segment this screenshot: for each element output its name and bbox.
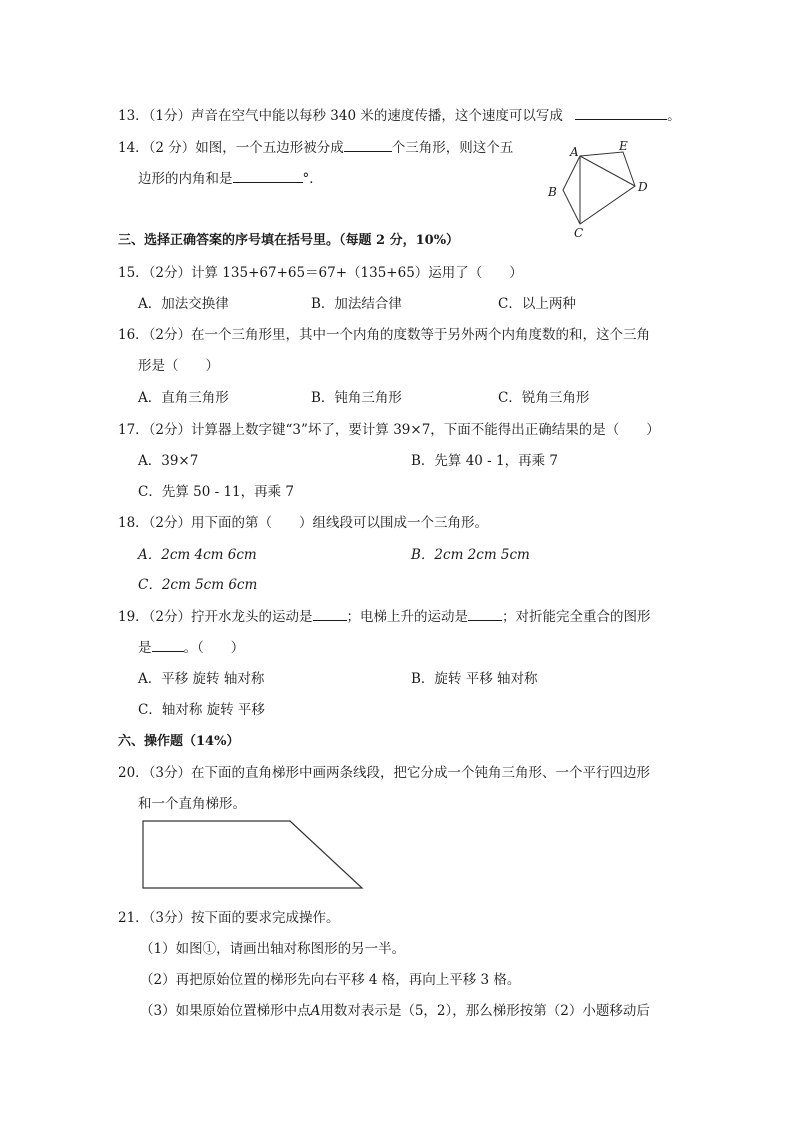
option-a[interactable]: A．平移 旋转 轴对称 [138, 671, 265, 687]
question-21-sub-3 [140, 999, 650, 1019]
question-14-text-d: °． [302, 171, 323, 187]
right-trapezoid-figure [140, 818, 370, 890]
question-14-text-c: 边形的内角和是 [138, 171, 233, 187]
answer-blank[interactable] [344, 139, 392, 152]
question-19-text-a: 19．（2分）拧开水龙头的运动是 [118, 609, 313, 625]
question-14-line2 [138, 167, 323, 187]
answer-blank[interactable] [233, 170, 303, 183]
point-a-label: A [310, 1003, 321, 1019]
question-15-stem: 15．（2分）计算 135+67+65＝67+（135+65）运用了（ ） [118, 265, 523, 281]
option-a[interactable]: A．39×7 [138, 453, 199, 469]
option-b[interactable]: B．钝角三角形 [311, 390, 402, 406]
vertex-label-d: D [638, 180, 648, 194]
pentagon-outline [563, 152, 635, 224]
question-20-stem-1: 20．（3分）在下面的直角梯形中画两条线段，把它分成一个钝角三角形、一个平行四边形 [118, 765, 651, 781]
option-a[interactable]: A．直角三角形 [138, 390, 229, 406]
question-19-stem-1 [118, 605, 651, 625]
question-19-text-d: 是 [138, 640, 152, 656]
option-c[interactable]: C．轴对称 旋转 平移 [138, 702, 265, 718]
vertex-label-c: C [574, 226, 584, 240]
question-14-line1 [118, 136, 513, 156]
question-19-text-e: 。（ ） [183, 640, 245, 656]
question-21-sub-1: （1）如图①，请画出轴对称图形的另一半。 [140, 941, 406, 957]
diagonal-ad [580, 156, 635, 186]
question-14-text-b: 个三角形，则这个五 [391, 140, 514, 156]
question-20-stem-2: 和一个直角梯形。 [138, 796, 246, 812]
question-21-text-b: 用数对表示是（5，2），那么梯形按第（2）小题移动后 [320, 1003, 650, 1019]
option-b[interactable]: B．2cm 2cm 5cm [411, 547, 530, 563]
question-18-stem: 18．（2分）用下面的第（ ）组线段可以围成一个三角形。 [118, 515, 489, 531]
answer-blank[interactable] [152, 639, 184, 652]
question-16-stem-1: 16．（2分）在一个三角形里，其中一个内角的度数等于另外两个内角度数的和，这个三角 [118, 327, 651, 343]
option-a[interactable]: A．加法交换律 [138, 296, 229, 312]
answer-blank[interactable] [575, 107, 667, 120]
question-21-text-a: （3）如果原始位置梯形中点 [140, 1003, 311, 1019]
answer-blank[interactable] [468, 608, 502, 621]
question-13-text: 13．（1分）声音在空气中能以每秒 340 米的速度传播，这个速度可以写成 [118, 108, 563, 124]
pentagon-figure [545, 140, 665, 240]
option-c[interactable]: C．锐角三角形 [498, 390, 590, 406]
question-14-text-a: 14．（2 分）如图，一个五边形被分成 [118, 140, 344, 156]
question-19-stem-2 [138, 636, 244, 656]
option-a[interactable]: A．2cm 4cm 6cm [138, 547, 257, 563]
question-16-stem-2: 形是（ ） [138, 358, 219, 374]
option-b[interactable]: B．旋转 平移 轴对称 [411, 671, 538, 687]
option-c[interactable]: C．以上两种 [498, 296, 576, 312]
section-6-title: 六、操作题（14%） [118, 734, 240, 749]
question-19-text-c: ；对折能完全重合的图形 [502, 609, 651, 625]
vertex-label-b: B [548, 185, 557, 199]
trapezoid-outline [143, 821, 362, 888]
option-c[interactable]: C．2cm 5cm 6cm [138, 577, 258, 593]
question-21-sub-2: （2）再把原始位置的梯形先向右平移 4 格，再向上平移 3 格。 [140, 972, 521, 988]
question-13 [118, 104, 681, 124]
option-c[interactable]: C．先算 50 - 11，再乘 7 [138, 484, 295, 500]
vertex-label-a: A [570, 145, 579, 159]
option-b[interactable]: B．先算 40 - 1，再乘 7 [411, 453, 559, 469]
question-17-stem: 17．（2分）计算器上数字键“3”坏了，要计算 39×7，下面不能得出正确结果的是（ ） [118, 422, 660, 438]
question-21-stem: 21．（3分）按下面的要求完成操作。 [118, 910, 340, 926]
question-13-end: 。 [667, 108, 681, 124]
option-b[interactable]: B．加法结合律 [311, 296, 402, 312]
section-3-title: 三、选择正确答案的序号填在括号里。（每题 2 分，10%） [118, 233, 460, 248]
vertex-label-e: E [619, 139, 628, 153]
question-19-text-b: ；电梯上升的运动是 [346, 609, 469, 625]
answer-blank[interactable] [313, 608, 347, 621]
